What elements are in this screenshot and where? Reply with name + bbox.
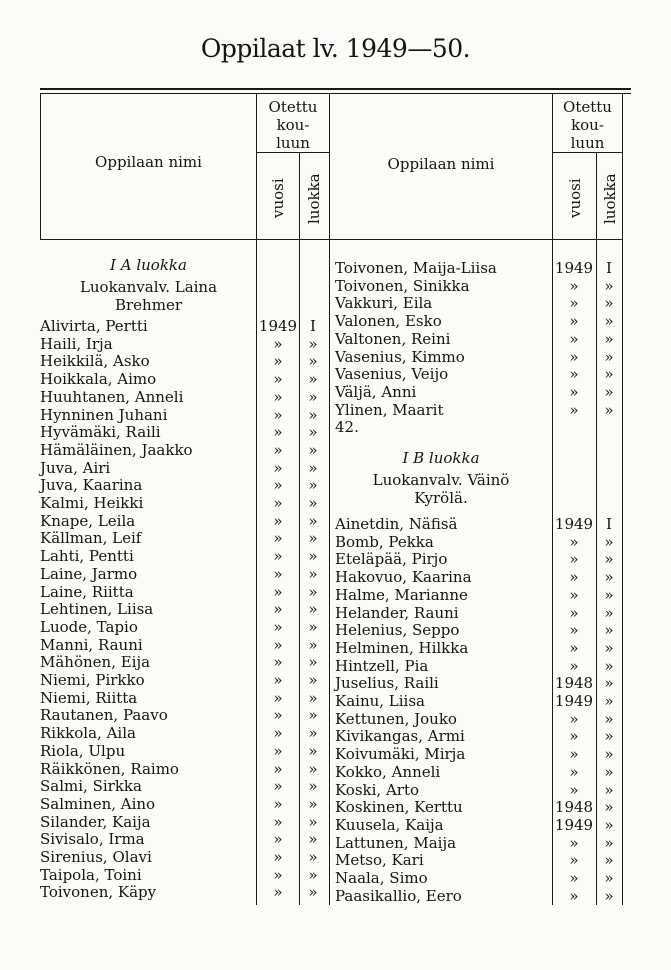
right-border	[622, 93, 623, 905]
entry-year: »	[569, 833, 579, 852]
entry-class: »	[308, 476, 318, 495]
top-rule	[40, 88, 631, 90]
left-name-header: Oppilaan nimi	[95, 153, 202, 171]
entry-class: »	[604, 851, 614, 870]
entry-class: »	[308, 582, 318, 601]
student-name: Juva, Airi	[40, 458, 111, 477]
entry-class: »	[308, 777, 318, 796]
entry-year: »	[273, 635, 283, 654]
student-name: Lahti, Pentti	[40, 547, 134, 566]
entry-year: »	[569, 780, 579, 799]
student-name: Koivumäki, Mirja	[335, 745, 466, 764]
entry-year: »	[569, 727, 579, 746]
entry-year: »	[569, 294, 579, 313]
left-teacher-line: Brehmer	[114, 296, 182, 314]
student-name: Koski, Arto	[335, 780, 420, 799]
entry-year: »	[569, 621, 579, 640]
right-class-header: luokka	[601, 173, 619, 224]
student-name: Räikkönen, Raimo	[40, 759, 179, 778]
top-rule-thin	[40, 93, 631, 94]
entry-year: 1949	[554, 815, 594, 834]
student-name: Koskinen, Kerttu	[335, 798, 463, 817]
entry-class: »	[308, 653, 318, 672]
entry-year: 1948	[554, 674, 594, 693]
entry-year: »	[273, 759, 283, 778]
entry-year: »	[569, 276, 579, 295]
entry-year: »	[569, 312, 579, 331]
entry-class: »	[308, 370, 318, 389]
student-name: Hämäläinen, Jaakko	[40, 440, 193, 459]
entry-class: I	[606, 259, 612, 277]
student-count: 42.	[335, 418, 359, 436]
entry-year: »	[569, 638, 579, 657]
entry-class: »	[308, 865, 318, 884]
left-year-header: vuosi	[269, 178, 287, 218]
entry-class: »	[308, 794, 318, 813]
entry-class: »	[308, 458, 318, 477]
entry-year: »	[273, 511, 283, 530]
student-name: Kettunen, Jouko	[335, 709, 457, 728]
student-name: Manni, Rauni	[40, 635, 143, 654]
student-name: Niemi, Pirkko	[40, 671, 145, 689]
entry-year: 1949	[554, 515, 594, 533]
entry-class: »	[604, 656, 614, 675]
entry-year: »	[569, 550, 579, 569]
entry-year: »	[569, 603, 579, 622]
student-name: Vasenius, Kimmo	[335, 347, 465, 366]
entry-year: »	[273, 370, 283, 389]
entry-year: »	[273, 423, 283, 442]
student-name: Haili, Irja	[40, 334, 113, 353]
left-teacher-line: Luokanvalv. Laina	[79, 278, 218, 296]
entry-class: »	[604, 745, 614, 764]
entered-line: Otettu	[268, 98, 318, 116]
entry-class: »	[604, 621, 614, 640]
student-name: Helminen, Hilkka	[335, 638, 469, 657]
entry-class: I	[606, 515, 612, 533]
entry-year: »	[273, 440, 283, 459]
student-name: Lehtinen, Liisa	[40, 600, 154, 619]
entry-year: »	[273, 564, 283, 583]
student-name: Källman, Leif	[40, 529, 142, 548]
student-name: Luode, Tapio	[40, 617, 138, 636]
entry-year: »	[569, 886, 579, 905]
entry-year: »	[569, 745, 579, 764]
student-name: Kuusela, Kaija	[335, 815, 444, 834]
entry-year: »	[273, 547, 283, 566]
entry-year: »	[273, 724, 283, 743]
entry-year: »	[569, 851, 579, 870]
entry-year: »	[273, 865, 283, 884]
student-name: Huuhtanen, Anneli	[40, 387, 184, 406]
entry-class: »	[604, 886, 614, 905]
student-name: Eteläpää, Pirjo	[335, 550, 448, 569]
left-class-header: luokka	[305, 173, 323, 224]
student-name: Sivisalo, Irma	[40, 830, 145, 849]
entered-subheader-rule-left	[256, 152, 329, 153]
entry-class: »	[604, 568, 614, 587]
entry-class: »	[604, 815, 614, 834]
entry-year: »	[273, 617, 283, 636]
right-year-header: vuosi	[566, 178, 584, 218]
student-name: Halme, Marianne	[335, 585, 468, 604]
student-name: Lattunen, Maija	[335, 833, 457, 852]
student-name: Naala, Simo	[335, 869, 428, 887]
student-name: Hoikkala, Aimo	[40, 370, 157, 389]
student-name: Salmi, Sirkka	[40, 777, 142, 796]
entry-class: »	[604, 798, 614, 817]
student-name: Vasenius, Veijo	[335, 365, 449, 384]
entry-year: »	[273, 494, 283, 512]
entry-year: »	[569, 585, 579, 604]
student-name: Hakovuo, Kaarina	[335, 568, 472, 587]
entry-class: »	[604, 674, 614, 693]
entry-year: »	[273, 334, 283, 353]
entry-year: »	[273, 405, 283, 424]
right-teacher-line: Kyrölä.	[414, 489, 468, 507]
student-name: Paasikallio, Eero	[335, 886, 462, 905]
student-name: Hintzell, Pia	[335, 656, 429, 675]
student-name: Toivonen, Sinikka	[335, 276, 470, 295]
entry-class: »	[604, 692, 614, 710]
right-section-title: I B luokka	[402, 449, 480, 467]
student-name: Hynninen Juhani	[40, 405, 168, 424]
entry-class: »	[308, 529, 318, 548]
entry-year: »	[273, 458, 283, 477]
entry-year: »	[569, 568, 579, 587]
entry-class: »	[308, 724, 318, 743]
student-name: Väljä, Anni	[335, 382, 417, 401]
entry-class: »	[604, 550, 614, 569]
entry-year: »	[273, 830, 283, 849]
entry-class: »	[604, 780, 614, 799]
entry-year: »	[273, 706, 283, 725]
entry-class: »	[604, 762, 614, 781]
student-name: Laine, Riitta	[40, 582, 134, 601]
entry-class: »	[308, 883, 318, 902]
entry-class: »	[604, 365, 614, 384]
entry-year: »	[569, 656, 579, 675]
right-name-header: Oppilaan nimi	[387, 155, 495, 173]
entered-line: luun	[276, 134, 310, 152]
entry-class: »	[604, 312, 614, 331]
entry-class: »	[308, 547, 318, 566]
entry-year: »	[273, 883, 283, 902]
student-name: Helander, Rauni	[335, 603, 459, 622]
right-teacher-line: Luokanvalv. Väinö	[372, 471, 510, 489]
student-name: Valonen, Esko	[335, 312, 442, 331]
entry-year: 1949	[554, 259, 594, 277]
entry-class: »	[308, 848, 318, 866]
entry-year: »	[273, 794, 283, 813]
entry-class: »	[308, 352, 318, 371]
entry-year: »	[569, 365, 579, 384]
student-name: Hyvämäki, Raili	[40, 423, 161, 442]
entry-class: »	[308, 494, 318, 512]
entry-year: »	[569, 400, 579, 419]
entry-class: »	[604, 638, 614, 657]
entry-class: »	[308, 564, 318, 583]
entry-class: »	[308, 688, 318, 707]
entered-subheader-rule-right	[552, 152, 622, 153]
student-name: Rautanen, Paavo	[40, 706, 168, 725]
entry-class: »	[604, 869, 614, 887]
entry-class: »	[308, 759, 318, 778]
student-name: Kivikangas, Armi	[335, 727, 465, 746]
student-name: Toivonen, Käpy	[40, 883, 157, 902]
entry-class: »	[604, 347, 614, 366]
student-name: Juselius, Raili	[335, 674, 439, 693]
entry-class: »	[308, 741, 318, 760]
entry-year: »	[569, 329, 579, 348]
student-name: Salminen, Aino	[40, 794, 156, 813]
student-name: Toivonen, Maija-Liisa	[335, 259, 497, 277]
entry-class: »	[604, 727, 614, 746]
entry-class: »	[308, 423, 318, 442]
student-name: Heikkilä, Asko	[40, 352, 150, 371]
left-entered-header	[257, 98, 329, 152]
student-name: Sirenius, Olavi	[40, 848, 152, 866]
entered-line: kou-	[276, 116, 310, 134]
student-name: Taipola, Toini	[40, 865, 142, 884]
entered-line: luun	[570, 134, 605, 152]
entry-class: »	[604, 532, 614, 551]
entry-year: 1949	[258, 317, 298, 335]
entry-year: »	[569, 532, 579, 551]
student-name: Silander, Kaija	[40, 812, 151, 831]
student-name: Kainu, Liisa	[335, 692, 425, 710]
entry-class: »	[308, 511, 318, 530]
entry-year: »	[569, 382, 579, 401]
entry-class: »	[604, 833, 614, 852]
entry-class: »	[604, 709, 614, 728]
entry-year: 1948	[554, 798, 594, 817]
entry-year: »	[569, 762, 579, 781]
entry-year: »	[273, 387, 283, 406]
student-name: Rikkola, Aila	[40, 724, 136, 743]
student-name: Vakkuri, Eila	[335, 294, 433, 313]
student-name: Niemi, Riitta	[40, 688, 138, 707]
student-name: Kokko, Anneli	[335, 762, 441, 781]
entry-year: »	[569, 709, 579, 728]
student-name: Helenius, Seppo	[335, 621, 460, 640]
entry-year: »	[273, 812, 283, 831]
entry-class: »	[308, 440, 318, 459]
entry-class: I	[310, 317, 316, 335]
student-name: Knape, Leila	[40, 511, 136, 530]
entry-class: »	[308, 600, 318, 619]
entry-class: »	[308, 635, 318, 654]
entry-class: »	[604, 400, 614, 419]
student-name: Metso, Kari	[335, 851, 424, 870]
entry-class: »	[308, 812, 318, 831]
entry-year: »	[273, 600, 283, 619]
entry-class: »	[308, 617, 318, 636]
entry-year: »	[273, 653, 283, 672]
entry-year: 1949	[554, 692, 594, 710]
entry-class: »	[308, 334, 318, 353]
entry-year: »	[273, 529, 283, 548]
entry-class: »	[604, 329, 614, 348]
right-entered-header	[553, 98, 622, 152]
student-name: Alivirta, Pertti	[40, 317, 148, 335]
entry-class: »	[308, 830, 318, 849]
entered-line: kou-	[571, 116, 604, 134]
entry-class: »	[604, 294, 614, 313]
student-name: Kalmi, Heikki	[40, 494, 144, 512]
student-name: Bomb, Pekka	[335, 532, 434, 551]
entry-class: »	[604, 585, 614, 604]
student-name: Ylinen, Maarit	[335, 400, 444, 419]
entry-class: »	[604, 603, 614, 622]
student-name: Mähönen, Eija	[40, 653, 151, 672]
entry-year: »	[273, 777, 283, 796]
entry-class: »	[604, 276, 614, 295]
entry-class: »	[308, 671, 318, 689]
entry-year: »	[273, 688, 283, 707]
student-name: Ainetdin, Näfisä	[335, 515, 458, 533]
left-section-title: I A luokka	[110, 256, 187, 274]
entry-year: »	[273, 352, 283, 371]
entry-year: »	[569, 869, 579, 887]
entry-year: »	[273, 476, 283, 495]
entry-year: »	[273, 848, 283, 866]
entry-class: »	[604, 382, 614, 401]
page-title: Oppilaat lv. 1949—50.	[200, 34, 471, 63]
student-name: Riola, Ulpu	[40, 741, 126, 760]
entry-class: »	[308, 405, 318, 424]
entry-year: »	[569, 347, 579, 366]
entry-class: »	[308, 706, 318, 725]
entry-year: »	[273, 582, 283, 601]
entry-year: »	[273, 671, 283, 689]
entry-class: »	[308, 387, 318, 406]
entry-year: »	[273, 741, 283, 760]
student-name: Laine, Jarmo	[40, 564, 138, 583]
student-name: Juva, Kaarina	[40, 476, 143, 495]
student-name: Valtonen, Reini	[335, 329, 451, 348]
header-bottom-rule	[40, 239, 622, 240]
entered-line: Otettu	[563, 98, 612, 116]
